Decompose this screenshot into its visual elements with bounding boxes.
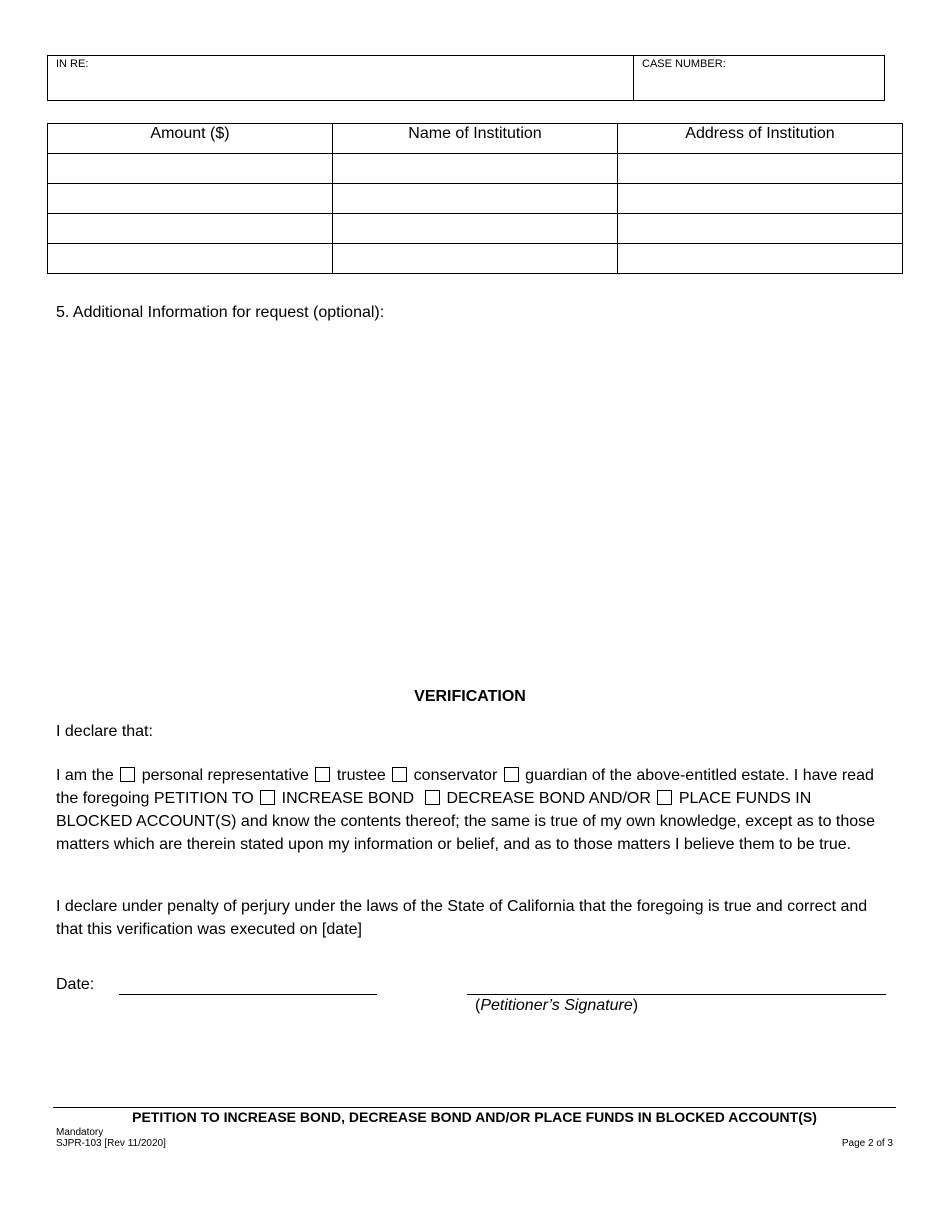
amount-cell[interactable] [48,214,333,244]
date-line[interactable] [119,994,377,995]
personal-representative-label: personal representative [141,767,309,784]
decrease-bond-label: DECREASE BOND AND/OR [446,790,651,807]
text-i-am-the: I am the [56,767,114,784]
institution-name-cell[interactable] [333,244,618,274]
amount-cell[interactable] [48,244,333,274]
header-amount: Amount ($) [48,124,333,154]
verification-paragraph [56,764,892,856]
institution-address-cell[interactable] [618,154,903,184]
conservator-checkbox[interactable] [392,767,407,782]
footer-page-number: Page 2 of 3 [841,1138,893,1149]
paren-close: ) [632,997,639,1014]
verification-title: VERIFICATION [414,688,526,705]
caption-box [47,55,885,101]
footer-form-code: SJPR-103 [Rev 11/2020] [56,1138,166,1149]
institution-address-cell[interactable] [618,214,903,244]
case-number-field[interactable] [634,56,884,100]
header-institution-address: Address of Institution [618,124,903,154]
guardian-checkbox[interactable] [504,767,519,782]
signature-caption [475,997,638,1015]
blocked-account-text: PLACE FUNDS IN BLOCKED ACCOUNT(S) and know the contents thereof; the same is true of my own knowledge, except as to those matters which are therein stated upon my information or belief, and as to those matters I believe them to be true. [56,790,876,853]
in-re-label: IN RE: [56,58,89,70]
perjury-declaration: I declare under penalty of perjury under the laws of the State of California that the foregoing is true and correct and that this verification was executed on [date] [56,898,868,938]
blocked-account-checkbox[interactable] [657,790,672,805]
in-re-field[interactable] [48,56,634,100]
additional-info-label: 5. Additional Information for request (optional): [56,304,385,321]
paren-open: ( [475,997,481,1014]
institution-address-cell[interactable] [618,244,903,274]
additional-info-field[interactable] [56,330,890,670]
amount-cell[interactable] [48,184,333,214]
table-header-row [48,124,903,154]
institution-name-cell[interactable] [333,214,618,244]
declaration-intro: I declare that: [56,723,153,740]
date-label: Date: [56,976,95,993]
header-institution-name: Name of Institution [333,124,618,154]
accounts-table [47,123,903,274]
institution-name-cell[interactable] [333,154,618,184]
personal-representative-checkbox[interactable] [120,767,135,782]
trustee-checkbox[interactable] [315,767,330,782]
institution-name-cell[interactable] [333,184,618,214]
guardian-text: guardian of the above-entitled estate. I have read the foregoing PETITION TO [56,767,874,807]
decrease-bond-checkbox[interactable] [425,790,440,805]
conservator-label: conservator [413,767,498,784]
table-row [48,214,903,244]
signature-label: Petitioner’s Signature [480,997,633,1014]
increase-bond-label: INCREASE BOND [281,790,415,807]
footer-mandatory: Mandatory [56,1127,104,1138]
footer-rule [53,1107,896,1108]
trustee-label: trustee [336,767,386,784]
footer-title: PETITION TO INCREASE BOND, DECREASE BOND AND/OR PLACE FUNDS IN BLOCKED ACCOUNT(S) [132,1109,817,1125]
institution-address-cell[interactable] [618,184,903,214]
amount-cell[interactable] [48,154,333,184]
table-row [48,154,903,184]
case-number-label: CASE NUMBER: [642,58,726,70]
table-row [48,244,903,274]
increase-bond-checkbox[interactable] [260,790,275,805]
signature-line[interactable] [467,994,886,995]
table-row [48,184,903,214]
